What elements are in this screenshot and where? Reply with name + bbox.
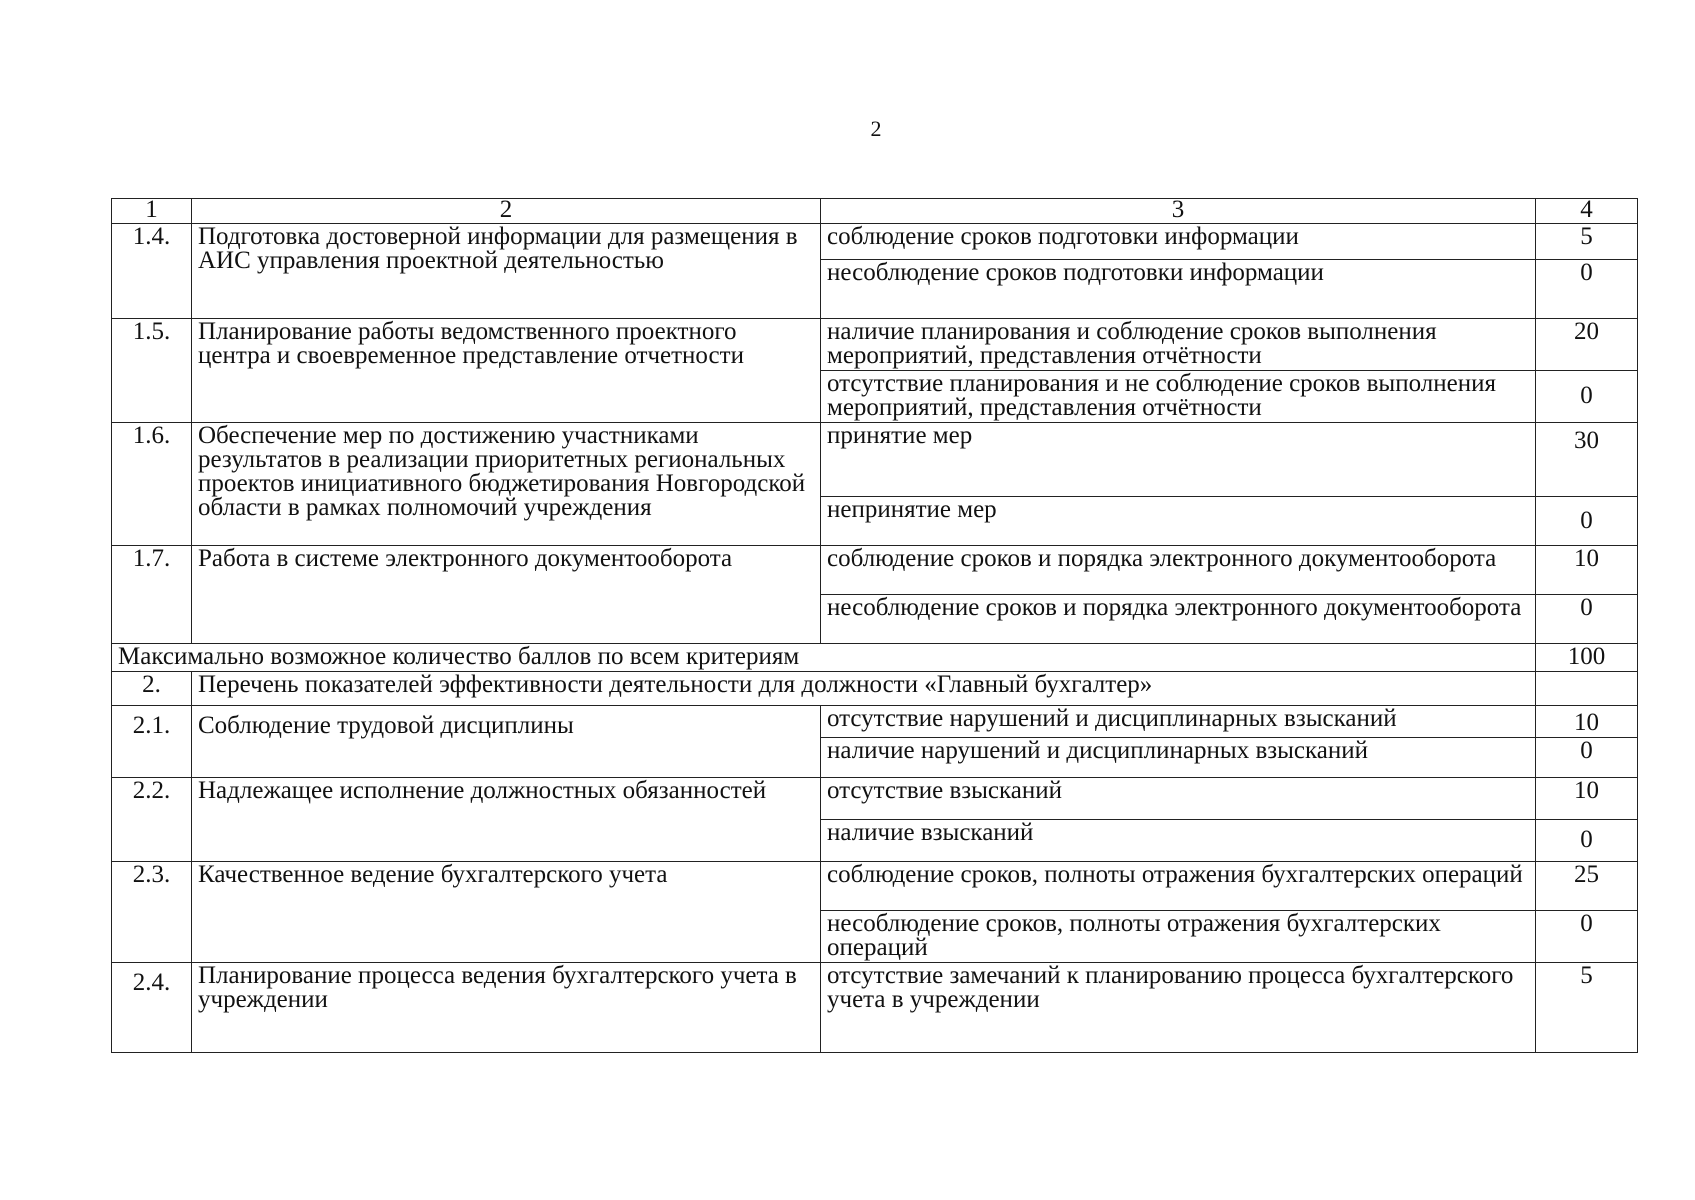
condition-cell: отсутствие замечаний к планированию процесса бухгалтерского учета в учреждении [821, 963, 1536, 1053]
row-number: 2.2. [112, 778, 192, 862]
total-row [112, 644, 1638, 672]
column-header: 4 [1536, 199, 1638, 224]
score-cell: 0 [1536, 260, 1638, 319]
total-label: Максимально возможное количество баллов по всем критериям [112, 644, 1536, 672]
condition-cell: наличие планирования и соблюдение сроков выполнения мероприятий, представления отчётности [821, 319, 1536, 371]
condition-cell: наличие нарушений и дисциплинарных взысканий [821, 738, 1536, 778]
condition-cell: соблюдение сроков и порядка электронного документооборота [821, 546, 1536, 595]
table-row [112, 319, 1638, 371]
page-number: 2 [870, 116, 882, 141]
condition-cell: отсутствие взысканий [821, 778, 1536, 820]
score-cell: 10 [1536, 546, 1638, 595]
criterion-cell: Соблюдение трудовой дисциплины [192, 706, 821, 778]
score-cell: 5 [1536, 224, 1638, 260]
condition-cell: несоблюдение сроков, полноты отражения бухгалтерских операций [821, 911, 1536, 963]
table-row [112, 778, 1638, 820]
table-row [112, 546, 1638, 595]
section-number: 2. [112, 672, 192, 706]
row-number: 1.5. [112, 319, 192, 423]
column-header: 1 [112, 199, 192, 224]
score-cell: 0 [1536, 595, 1638, 644]
score-cell: 0 [1536, 911, 1638, 963]
total-score: 100 [1536, 644, 1638, 672]
table-row [112, 224, 1638, 260]
column-header: 3 [821, 199, 1536, 224]
table-row [112, 963, 1638, 1053]
criterion-cell: Надлежащее исполнение должностных обязанностей [192, 778, 821, 862]
score-cell: 0 [1536, 820, 1638, 862]
condition-cell: принятие мер [821, 423, 1536, 497]
section-score-cell [1536, 672, 1638, 706]
row-number: 2.3. [112, 862, 192, 963]
row-number: 1.6. [112, 423, 192, 546]
row-number: 2.4. [112, 963, 192, 1053]
condition-cell: несоблюдение сроков подготовки информации [821, 260, 1536, 319]
row-number: 1.7. [112, 546, 192, 644]
table-row [112, 706, 1638, 738]
condition-cell: непринятие мер [821, 497, 1536, 546]
condition-cell: отсутствие нарушений и дисциплинарных взысканий [821, 706, 1536, 738]
row-number: 1.4. [112, 224, 192, 319]
criterion-cell: Планирование процесса ведения бухгалтерского учета в учреждении [192, 963, 821, 1053]
condition-cell: наличие взысканий [821, 820, 1536, 862]
criterion-cell: Работа в системе электронного документооборота [192, 546, 821, 644]
score-cell: 10 [1536, 706, 1638, 738]
score-cell: 0 [1536, 738, 1638, 778]
column-header: 2 [192, 199, 821, 224]
condition-cell: отсутствие планирования и не соблюдение сроков выполнения мероприятий, представления отчётности [821, 371, 1536, 423]
criterion-cell: Обеспечение мер по достижению участниками результатов в реализации приоритетных региональных проектов инициативного бюджетирования Новгородской области в рамках полномочий учреждения [192, 423, 821, 546]
score-cell: 0 [1536, 497, 1638, 546]
table-row [112, 423, 1638, 497]
score-cell: 30 [1536, 423, 1638, 497]
score-cell: 10 [1536, 778, 1638, 820]
condition-cell: соблюдение сроков, полноты отражения бухгалтерских операций [821, 862, 1536, 911]
score-cell: 5 [1536, 963, 1638, 1053]
column-header-row [112, 199, 1638, 224]
section-title: Перечень показателей эффективности деятельности для должности «Главный бухгалтер» [192, 672, 1536, 706]
score-cell: 20 [1536, 319, 1638, 371]
row-number: 2.1. [112, 706, 192, 778]
criterion-cell: Планирование работы ведомственного проектного центра и своевременное представление отчетности [192, 319, 821, 423]
criteria-table [111, 198, 1638, 1053]
score-cell: 25 [1536, 862, 1638, 911]
criterion-cell: Качественное ведение бухгалтерского учета [192, 862, 821, 963]
section-header-row [112, 672, 1638, 706]
condition-cell: соблюдение сроков подготовки информации [821, 224, 1536, 260]
condition-cell: несоблюдение сроков и порядка электронного документооборота [821, 595, 1536, 644]
score-cell: 0 [1536, 371, 1638, 423]
table-row [112, 862, 1638, 911]
criterion-cell: Подготовка достоверной информации для размещения в АИС управления проектной деятельностью [192, 224, 821, 319]
